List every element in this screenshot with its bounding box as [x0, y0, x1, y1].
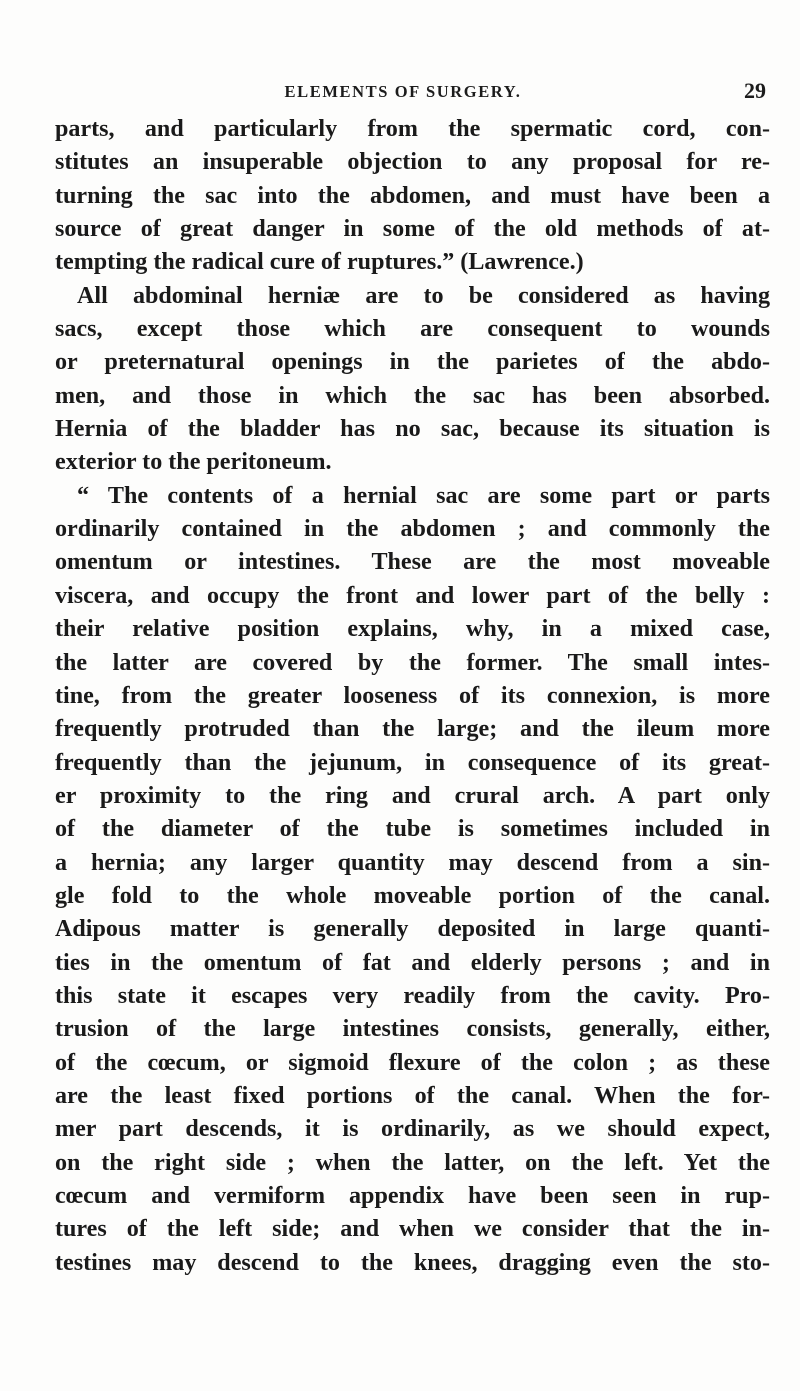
text-line: exterior to the peritoneum.	[55, 449, 332, 476]
text-line: ties in the omentum of fat and elderly persons ; and in	[55, 949, 770, 976]
text-line: tempting the radical cure of ruptures.” (Lawrence.)	[55, 249, 584, 276]
text-line: of the diameter of the tube is sometimes included in	[55, 816, 770, 843]
text-line: frequently than the jejunum, in consequence of its great-	[55, 749, 770, 776]
text-line: a hernia; any larger quantity may descend from a sin-	[55, 849, 770, 876]
running-head-title: ELEMENTS OF SURGERY.	[284, 82, 522, 101]
text-line: their relative position explains, why, in a mixed case,	[55, 616, 770, 643]
text-line: trusion of the large intestines consists, generally, either,	[55, 1016, 770, 1043]
running-head	[40, 80, 766, 106]
text-line: turning the sac into the abdomen, and must have been a	[55, 182, 770, 209]
text-line: or preternatural openings in the parietes of the abdo-	[55, 349, 770, 376]
text-line: ordinarily contained in the abdomen ; and commonly the	[55, 516, 770, 543]
text-line: parts, and particularly from the spermatic cord, con-	[55, 116, 770, 142]
text-line: tine, from the greater looseness of its connexion, is more	[55, 682, 770, 709]
text-line: All abdominal herniæ are to be considered as having	[77, 282, 770, 309]
text-line: of the cœcum, or sigmoid flexure of the colon ; as these	[55, 1049, 770, 1076]
text-line: this state it escapes very readily from the cavity. Pro-	[55, 982, 770, 1009]
text-line: viscera, and occupy the front and lower part of the belly :	[55, 582, 770, 609]
text-line: “ The contents of a hernial sac are some part or parts	[77, 482, 770, 509]
text-line: cœcum and vermiform appendix have been seen in rup-	[55, 1183, 770, 1209]
text-line: men, and those in which the sac has been absorbed.	[55, 382, 770, 409]
text-line: er proximity to the ring and crural arch. A part only	[55, 782, 770, 809]
text-line: gle fold to the whole moveable portion of the canal.	[55, 882, 770, 909]
text-line: mer part descends, it is ordinarily, as we should expect,	[55, 1116, 770, 1143]
text-line: tures of the left side; and when we consider that the in-	[55, 1216, 770, 1243]
text-line: the latter are covered by the former. The small intes-	[55, 649, 770, 676]
text-line: sacs, except those which are consequent to wounds	[55, 316, 770, 343]
text-line: omentum or intestines. These are the most moveable	[55, 549, 770, 576]
text-line: are the least fixed portions of the canal. When the for-	[55, 1082, 770, 1109]
text-line: on the right side ; when the latter, on the left. Yet the	[55, 1149, 770, 1176]
text-line: source of great danger in some of the old methods of at-	[55, 216, 770, 243]
text-line: stitutes an insuperable objection to any proposal for re-	[55, 149, 770, 176]
text-line: frequently protruded than the large; and the ileum more	[55, 716, 770, 743]
text-line: testines may descend to the knees, dragging even the sto-	[55, 1249, 770, 1276]
page-number: 29	[744, 78, 766, 103]
body-text	[55, 113, 770, 1280]
text-line: Adipous matter is generally deposited in large quanti-	[55, 916, 770, 943]
text-line: Hernia of the bladder has no sac, because its situation is	[55, 416, 770, 443]
